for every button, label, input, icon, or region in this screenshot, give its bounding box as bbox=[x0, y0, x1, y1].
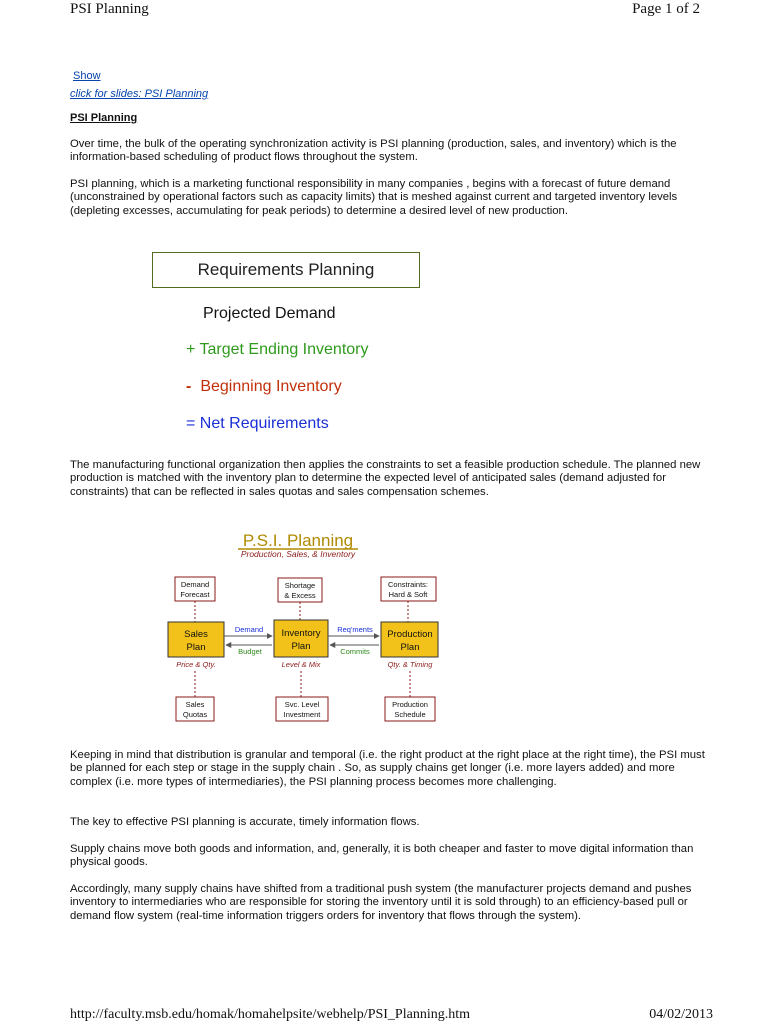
svg-text:Constraints:: Constraints: bbox=[387, 580, 429, 589]
beginning-inventory-label: Beginning Inventory bbox=[200, 378, 342, 395]
show-link[interactable]: Show bbox=[73, 70, 101, 82]
svg-text:Plan: Plan bbox=[291, 641, 311, 652]
inventory-plan-box bbox=[274, 620, 328, 657]
paragraph: The manufacturing functional organization then applies the constraints to set a feasible production schedule. The planned new production is matched with the inventory plan to determine the expected level of anticipated sales (demand adjusted for constraints) that can be reflected in sales quotas and sales compensation schemes. bbox=[70, 459, 701, 498]
svg-text:& Excess: & Excess bbox=[284, 591, 316, 600]
svg-text:Forecast: Forecast bbox=[180, 590, 210, 599]
production-plan-box bbox=[381, 622, 438, 657]
paragraph: Keeping in mind that distribution is granular and temporal (i.e. the right product at the right place at the right time), the PSI must be planned for each step or stage in the supply chain . So, as supply chains get longer (i.e. more layers added) and more complex (i.e. more types of intermediaries), the PSI planning process becomes more challenging. bbox=[70, 749, 705, 788]
minus-sign: - bbox=[186, 378, 192, 395]
demand-arrow-label: Demand bbox=[234, 625, 264, 634]
slides-link[interactable]: click for slides: PSI Planning bbox=[70, 88, 209, 100]
svg-text:Plan: Plan bbox=[186, 642, 206, 653]
page-number: Page 1 of 2 bbox=[632, 1, 700, 17]
footer-url: http://faculty.msb.edu/homak/homahelpsite/webhelp/PSI_Planning.htm bbox=[70, 1007, 470, 1022]
sales-plan-box bbox=[168, 622, 224, 657]
inventory-caption: Level & Mix bbox=[281, 660, 321, 669]
constraints-box bbox=[381, 577, 436, 601]
budget-arrow-label: Budget bbox=[238, 647, 262, 656]
svg-text:Svc. Level: Svc. Level bbox=[284, 700, 320, 709]
commits-arrow-label: Commits bbox=[340, 647, 370, 656]
svg-text:Inventory: Inventory bbox=[281, 628, 321, 639]
svg-text:Investment: Investment bbox=[283, 710, 321, 719]
paragraph: Supply chains move both goods and information, and, generally, it is both cheaper and faster to move digital information than physical goods. bbox=[70, 843, 694, 869]
projected-demand-line: Projected Demand bbox=[203, 305, 336, 322]
svg-text:Sales: Sales bbox=[185, 700, 205, 709]
svc-level-investment-box bbox=[276, 697, 328, 721]
paragraph: Accordingly, many supply chains have shifted from a traditional push system (the manufacturer projects demand and pushes inventory to intermediaries who are responsible for storing the inventory until it is sold through) to an efficiency-based pull or demand flow system (real-time information triggers orders for inventory that flows through the system). bbox=[70, 883, 692, 922]
target-ending-inventory-line: + Target Ending Inventory bbox=[186, 341, 369, 358]
paragraph: PSI planning, which is a marketing functional responsibility in many companies , begins with a forecast of future demand (unconstrained by operational factors such as capacity limits) that is meshed against current and targeted inventory levels (depleting excesses, accumulating for peak periods) to determine a desired level of new production. bbox=[70, 178, 678, 217]
production-caption: Qty. & Timing bbox=[387, 660, 433, 669]
section-heading: PSI Planning bbox=[70, 112, 138, 124]
psi-title: P.S.I. Planning bbox=[242, 531, 354, 550]
svg-text:Shortage: Shortage bbox=[284, 581, 316, 590]
svg-text:Demand: Demand bbox=[180, 580, 210, 589]
production-schedule-box bbox=[385, 697, 435, 721]
shortage-excess-box bbox=[278, 578, 322, 602]
svg-text:Production: Production bbox=[392, 700, 428, 709]
svg-text:Production: Production bbox=[387, 629, 433, 640]
sales-quotas-box bbox=[176, 697, 214, 721]
net-requirements-line: = Net Requirements bbox=[186, 415, 329, 432]
svg-text:Hard & Soft: Hard & Soft bbox=[388, 590, 428, 599]
requirements-title: Requirements Planning bbox=[152, 252, 420, 288]
demand-forecast-box bbox=[175, 577, 215, 601]
paragraph: Over time, the bulk of the operating synchronization activity is PSI planning (production, sales, and inventory) which is the information-based scheduling of product flows throughout the system. bbox=[70, 138, 677, 164]
reqments-arrow-label: Req'ments bbox=[337, 625, 373, 634]
sales-caption: Price & Qty. bbox=[176, 660, 216, 669]
paragraph: The key to effective PSI planning is accurate, timely information flows. bbox=[70, 816, 420, 828]
svg-text:Sales: Sales bbox=[184, 629, 208, 640]
footer-date: 04/02/2013 bbox=[649, 1007, 713, 1022]
svg-text:Schedule: Schedule bbox=[394, 710, 426, 719]
svg-text:Quotas: Quotas bbox=[182, 710, 208, 719]
svg-text:Plan: Plan bbox=[400, 642, 420, 653]
page-header-title: PSI Planning bbox=[70, 1, 149, 17]
psi-subtitle: Production, Sales, & Inventory bbox=[240, 549, 356, 559]
